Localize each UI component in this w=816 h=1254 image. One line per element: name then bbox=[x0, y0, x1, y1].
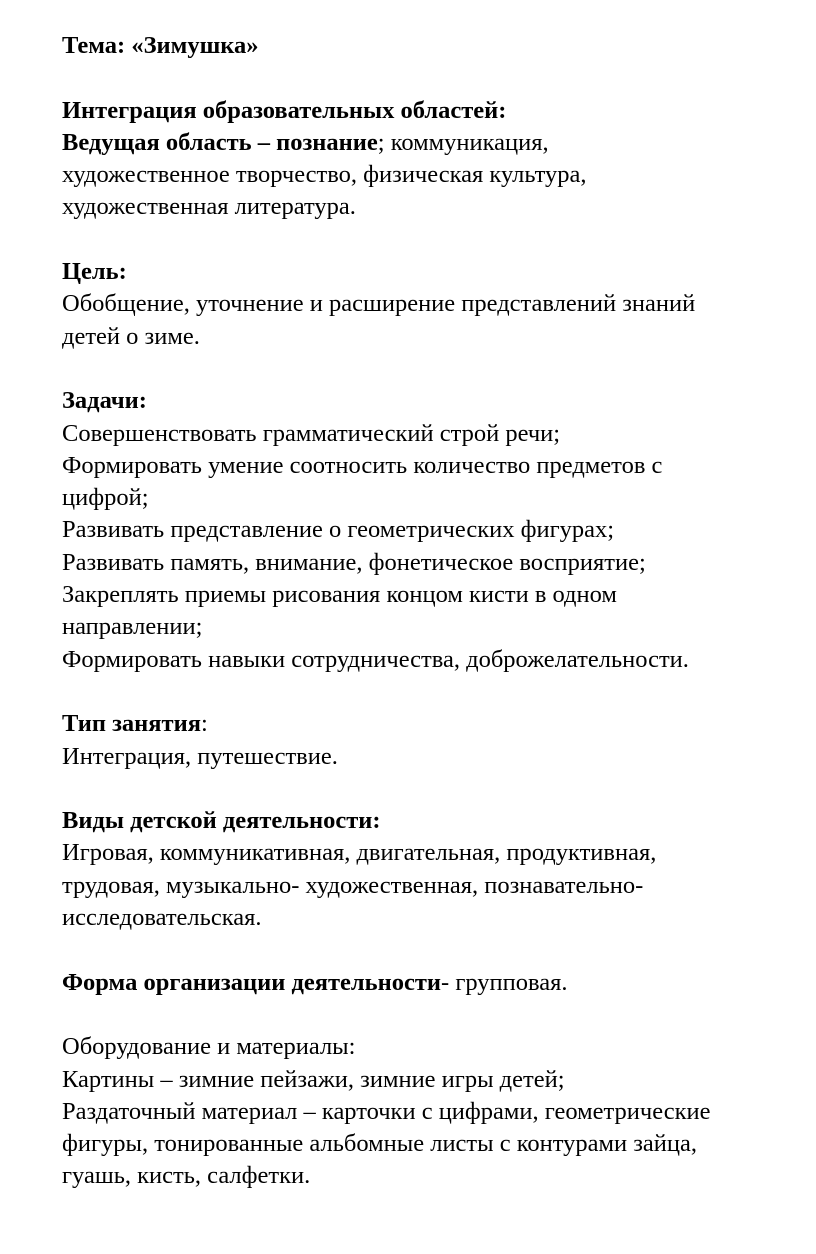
tasks-line-5: Развивать память, внимание, фонетическое восприятие; bbox=[62, 548, 646, 576]
equipment-line-3: фигуры, тонированные альбомные листы с контурами зайца, bbox=[62, 1130, 698, 1158]
goal-line-2: детей о зиме. bbox=[62, 322, 200, 350]
equipment-line-1: Картины – зимние пейзажи, зимние игры детей; bbox=[62, 1065, 565, 1093]
activities-heading: Виды детской деятельности: bbox=[62, 807, 381, 835]
tasks-line-6: Закреплять приемы рисования концом кисти в одном bbox=[62, 581, 617, 609]
spacer bbox=[62, 224, 807, 256]
tasks-line-1: Совершенствовать грамматический строй речи; bbox=[62, 419, 561, 447]
organization-value: - групповая. bbox=[441, 968, 568, 996]
spacer bbox=[62, 934, 807, 966]
spacer bbox=[62, 999, 807, 1031]
organization-line bbox=[62, 967, 807, 999]
tasks-line-3: цифрой; bbox=[62, 484, 149, 512]
integration-leading-line bbox=[62, 127, 807, 159]
tasks-line-7: направлении; bbox=[62, 613, 203, 641]
lesson-type-heading-line bbox=[62, 708, 807, 740]
tasks-line-8: Формировать навыки сотрудничества, доброжелательности. bbox=[62, 645, 689, 673]
integration-line-2: художественное творчество, физическая культура, bbox=[62, 161, 587, 189]
tasks-line-2: Формировать умение соотносить количество предметов с bbox=[62, 451, 663, 479]
equipment-line-2: Раздаточный материал – карточки с цифрами, геометрические bbox=[62, 1097, 711, 1125]
tasks-heading-line bbox=[62, 385, 807, 417]
goal-heading-line bbox=[62, 256, 807, 288]
activities-line-2: трудовая, музыкально- художественная, познавательно- bbox=[62, 871, 644, 899]
tasks-heading: Задачи: bbox=[62, 387, 147, 415]
lesson-type-colon: : bbox=[200, 710, 208, 738]
activities-line-1: Игровая, коммуникативная, двигательная, продуктивная, bbox=[62, 839, 657, 867]
equipment-line-4: гуашь, кисть, салфетки. bbox=[62, 1162, 311, 1190]
integration-other-areas: ; коммуникация, bbox=[377, 128, 549, 156]
equipment-heading: Оборудование и материалы: bbox=[62, 1033, 356, 1061]
tasks-line-4: Развивать представление о геометрических фигурах; bbox=[62, 516, 615, 544]
spacer bbox=[62, 676, 807, 708]
activities-heading-line bbox=[62, 805, 807, 837]
document-page bbox=[62, 30, 807, 1193]
goal-line-1: Обобщение, уточнение и расширение представлений знаний bbox=[62, 290, 696, 318]
spacer bbox=[62, 62, 807, 94]
integration-heading-line bbox=[62, 95, 807, 127]
lesson-type-value: Интеграция, путешествие. bbox=[62, 742, 338, 770]
topic-line bbox=[62, 30, 807, 62]
goal-heading: Цель: bbox=[62, 258, 127, 286]
spacer bbox=[62, 353, 807, 385]
lesson-type-heading: Тип занятия bbox=[62, 710, 201, 738]
integration-heading: Интеграция образовательных областей: bbox=[62, 96, 507, 124]
organization-heading: Форма организации деятельности bbox=[62, 968, 442, 996]
spacer bbox=[62, 773, 807, 805]
activities-line-3: исследовательская. bbox=[62, 904, 262, 932]
topic-title: Тема: «Зимушка» bbox=[62, 32, 259, 59]
integration-leading-area: Ведущая область – познание bbox=[62, 128, 378, 156]
integration-line-3: художественная литература. bbox=[62, 193, 356, 221]
